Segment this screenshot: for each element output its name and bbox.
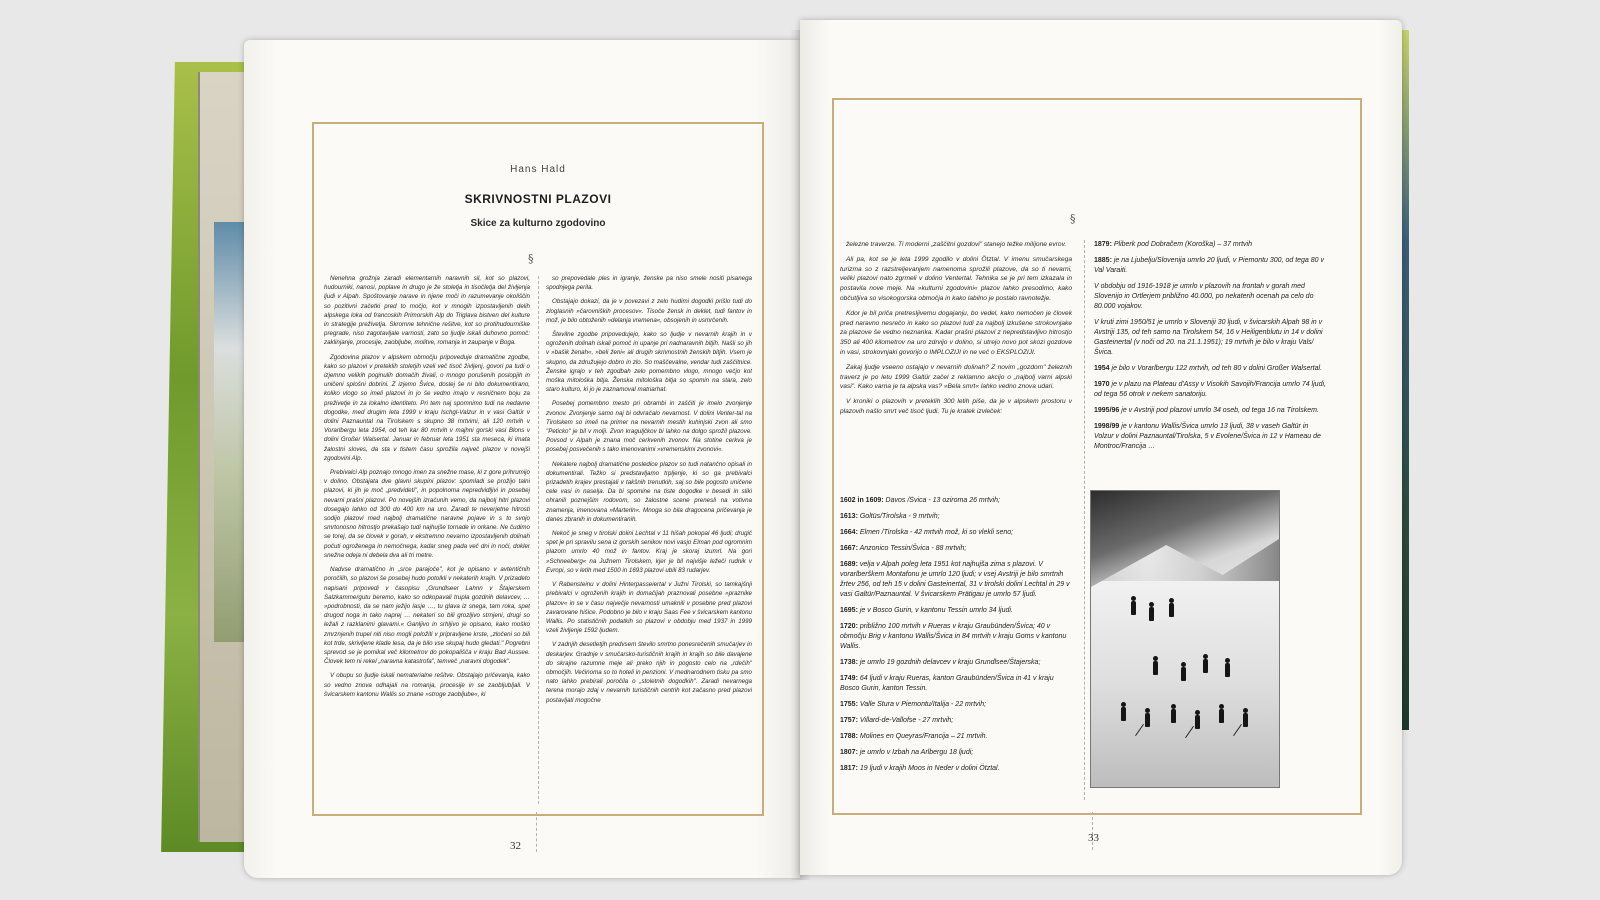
paragraph: Posebej pomembno mesto pri obrambi in zaščiti je imelo zvonjenje zvonov. Zvonjenje samo naj bi odvračalo nevarnost. V dolini Venter-tal na Tirolskem so imeli na primer na nevarnih mestih kuhinjski zvon ali smo "Peticko" je bil v molji. Zvon kraguljčkov bi lahko na dolgo sprožil plazove. Povsod v Alpah je znana moč cerkvenih zvonov. Na stotine cerkva je posebej posvečenih s tako imenovanimi »vremenskimi zvonovi«. <box>546 400 752 454</box>
article-subtitle: Skice za kulturno zgodovino <box>470 218 606 229</box>
chronicle-entry: 1970 je v plazu na Plateau d'Assy v Visokih Savojih/Francija umrlo 74 ljudi, od tega 56 otrok v nekem sanatoriju. <box>1094 381 1326 398</box>
chronicle-entry: 1879: Pliberk pod Dobračem (Koroška) – 37 mrtvih <box>1094 241 1252 248</box>
avalanche-rescue-photo <box>1090 490 1280 788</box>
paragraph: Prebivalci Alp poznajo mnogo imen za snežne mase, ki z gore prihrumijo v dolino. Obstajata dve glavni skupini plazov: spomladi se prožijo talni plazovi, ki jih je moč „predvideti", in popolnoma nepredvidljivi in posebej nevarni prašni plazovi. Po novejših izračunih vemo, da najbolj hitri plazovi dosegajo lahko od 300 do 400 km na uro. Zaradi te neverjetne hitrosti sodijo plazovi med najbolj dramatične naravne pojave in s to svojo smrtonosno hitrostjo prekašajo tudi najhujše tornade in orkane. Ne čudimo se torej, da se človek v gorah, v ekstremno nevarno izpostavljenih dolinah počuti ogroženega in nemočnega, kadar sneg pada več dni in noči, dokler snežna odeja ni debela dva ali tri metre. <box>324 469 530 559</box>
article-column-1 <box>324 274 530 810</box>
chronicle-entry: 1602 in 1609: Davos /Švica - 13 oziroma 26 mrtvih; <box>840 497 1000 504</box>
chronicle-entry: 1788: Molines en Queyras/Francija – 21 mrtvih. <box>840 733 988 740</box>
chronicle-entry: 1664: Elmen /Tirolska - 42 mrtvih mož, ki so vlekli seno; <box>840 529 1014 536</box>
left-page-frame <box>312 122 764 816</box>
chronicle-entry: 1755: Valle Stura v Piemontu/Italija - 22 mrtvih; <box>840 701 987 708</box>
chronicle-entry: 1998/99 je v kantonu Wallis/Švica umrlo 13 ljudi, 38 v vaseh Galtür in Volzur v dolini Paznauntal/Tirolska, 5 v Evolene/Švica in 12 v Hameau de Montroc/Francija … <box>1094 423 1321 450</box>
column-divider <box>538 276 539 804</box>
chronicle-entry: 1667: Anzonico Tessin/Švica - 88 mrtvih; <box>840 545 967 552</box>
paragraph: V kroniki o plazovih v preteklih 300 letih piše, da je v alpskem prostoru v plazovih našlo smrt več tisoč ljudi. Tu je kratek izvleček: <box>840 398 1072 415</box>
paragraph: Obstajajo dokazi, da je v povezavi z zelo hudimi dogodki prišlo tudi do zloglasnih »čarovniških procesov«. Tisoče žensk in deklet, tudi fantov in mož, je bilo obtoženih »delanja vremena«, obsojenih in usmrčenih. <box>546 298 752 324</box>
article-column-2 <box>546 274 752 810</box>
article-title: SKRIVNOSTNI PLAZOVI <box>464 192 612 206</box>
paragraph: V Rabensteinu v dolini Hinterpasseiertal v Južni Tirolski, so tamkajšnji prebivalci v ogroženih krajih in domačijah praznovali posebne »praznike plazov« in se v času največje nevarnosti umaknili v posebne pred plazovi zavarovane hišice. Podobno je bilo v kraju Saas Fee v švicarskem kantonu Wallis. Po statističnih podatkih so plazovi v obdobju med 1937 in 1999 vzeli življenje 1592 ljudem. <box>546 581 752 635</box>
paragraph: Nekoč je sneg v tirolski dolini Lechtal v 11 hišah pokopal 46 ljudi; drugič spet je pri spravilu sena iz gorskih senikov novi vasjo Elman pod ogromnim plazom umrlo 40 mož in fantov. Kraj je skoraj izumrl. Na gori »Schneeberg« na Južnem Tirolskem, kjer je bil najvišje ležeči rudnik v Evropi, so v letih med 1500 in 1693 plazovi ubili 83 rudarjev. <box>546 530 752 574</box>
chronicle-entry: V kruti zimi 1950/51 je umrlo v Sloveniji 30 ljudi, v švicarskih Alpah 98 in v Avstriji 135, od teh samo na Tirolskem 54, 16 v Heiligenblutu in 14 v dolini Gasteinertal (v noči od 20. na 21.1.1951); 19 mrtvih je bilo v kraju Vals/Švica. <box>1094 319 1323 356</box>
chronicle-entry: 1749: 64 ljudi v kraju Rueras, kanton Graubünden/Švica in 41 v kraju Bosco Gurin, kanton Tessin. <box>840 675 1054 692</box>
paragraph: Nenehna grožnja zaradi elementarnih naravnih sil, kot so plazovi, hudourniki, nanosi, poplave in drugo je že stoletja in tisočletja del življenja ljudi v Alpah. Spoštovanje narave in njene moči in razumevanje okoliščin so pozitivni začetki pred to močjo, kot v mnogih izpostavljenih delih alpskega loka od francoskih Primorskih Alp do Triglava bistven del kulture in strategije preživetja. Skromne tehnične rešitve, kot so protihudourniške pregrade, niso zagotavljale varnosti, zato so ljudje iskali duhovno pomoč: zaklinjanje, procesije, zaobljube, molitve, romanja in zaupanje v Boga. <box>324 275 530 347</box>
chronicle-entry: 1995/96 je v Avstriji pod plazovi umrlo 34 oseb, od tega 16 na Tirolskem. <box>1094 407 1319 414</box>
chronicle-entry: 1689: velja v Alpah poleg leta 1951 kot najhujša zima s plazovi. V vorarlberškem Montafonu je umrlo 120 ljudi; v vsej Avstriji je bilo smrtnih žrtev 256, od teh 15 v dolini Gasteinertal, 31 v tirolski dolini Lechtal in 29 v vasi Galtür/Paznauntal. V švicarskem Prätigau je umrlo 57 ljudi. <box>840 561 1070 598</box>
chronicle-entry: 1738: je umrlo 19 gozdnih delavcev v kraju Grundlsee/Štajerska; <box>840 659 1041 666</box>
column-divider <box>1084 240 1085 800</box>
paragraph: Ali pa, kot se je leta 1999 zgodilo v dolini Ötztal. V imenu smučarskega turizma so z razstreljevanjem namenoma sprožili plazove, da so ti nevarni, veliki plazovi nato zgrmeli v dolino Ventertal. Tehnika se je pri tem izkazala in postavila nove meje. Na »kulturni zgodovini« plazov lahko presodimo, kako občutljiva so visokogorska območja in kako labilno je postalo ravnotežje. <box>840 255 1072 302</box>
paragraph: železne traverze. Ti moderni „zaščitni gozdovi" stanejo težke milijone evrov. <box>846 241 1067 248</box>
chronicle-entry: 1885: je na Ljubelju/Slovenija umrlo 20 ljudi, v Piemontu 300, od tega 80 v Val Varaiti. <box>1094 257 1324 274</box>
paragraph: Zakaj ljudje vseeno ostajajo v nevarnih dolinah? Z novim „gozdom" železnih traverz je po letu 1999 Galtür začel z reklamno akcijo o „najbolj varni alpski vasi". Kako varna je ta alpska vas? »Bela smrt« lahko vedno znova udari. <box>840 363 1072 391</box>
paragraph: Nadvse dramatično in „srce parajoče", kot je opisano v avtentičnih poročilih, so plazovi še posebej hudo potolkli v nekaterih krajih. V prizadeto napisani pripovedi v časopisu „Grundlseer Lahnn v Štajerskem Salzkammergutu beremo, kako so odkopavali trupla gozdnih delavcev, … »podrobnosti, da se nam ježijo lasje …, tu glava iz snega, tam roka, spet drugod noga in tako naprej … nekateri so bili grozljivo strnjeni, drugi so ležali z razklanimi glavami.« Ganljivo in srhljivo je opisano, kako moško zmrznjenih trupel niti niso mogli položiti v pripravljene krste, „zločeni so bili kot trde, skrivljene klade lesa, da je bilo vse skupaj hudo gledati." Pogrebni sprevod se je pomikal več kilometrov do pokopališča v kraju Bad Aussee. Človek tem ni rekel „naravna katastrofa", temveč „naravni dogodek". <box>324 566 530 666</box>
article-author: Hans Hald <box>510 164 566 175</box>
paragraph: Nekatere najbolj dramatične posledice plazov so tudi natančno opisali in dokumentirali. Težko si predstavljamo trpljenje, ki so ga prebivalci prizadetih krajev prestajali v takšnih trenutkih, saj so bile pogosto uničene cele vasi in naselja. Da bi spomine na tiste dogodke v besedi in sliki ohranili poznejšim rodovom, so žalostne scene prenesli na votivna znamenja, imenovana »Marterln«. Mnoga so bila dragocena pričevanja je danes zbranih in dokumentiranih. <box>546 460 752 523</box>
footer-divider <box>536 812 537 852</box>
chronicle-intro-column <box>840 240 1072 490</box>
chronicle-entry: 1757: Villard-de-Vallofse - 27 mrtvih; <box>840 717 954 724</box>
left-page <box>244 40 800 878</box>
chronicle-entry: 1817: 19 ljudi v krajih Moos in Neder v dolini Ötztal. <box>840 765 1000 772</box>
paragraph: V obupu so ljudje iskali nematerialne rešitve. Obstajajo pričevanja, kako so vedno znova odhajali na romanja, procesije in se zaobljubljali. V švicarskem kantonu Wallis so znane »stroge zaobljube«, ki <box>324 672 530 698</box>
paragraph: V zadnjih desetletjih predvsem število smrtno ponesrečenih smučarjev in deskarjev. Gradnje v smučarsko-turističnih krajih in krajih so bile davajene do skrajne razumne meje ali preko njih in pogosto celo na „rdečih" območjih. Večinoma so to hoteli in penzioni. V mednarodnem tisku pa smo nato lahko prebirali poročila o „stoletnih dogodkih". Zaradi nevarnega terena morajo zdaj v nevarnih turističnih centrih kot začasno pred plazovi postavljati mogočne <box>546 641 752 704</box>
chronicle-entry: 1720: približno 100 mrtvih v Rueras v kraju Graubünden/Švica; 40 v območju Brig v kantonu Wallis/Švica in 84 mrtvih v kraju Goms v kantonu Wallis. <box>840 623 1067 650</box>
ornament-glyph: § <box>1070 212 1076 225</box>
chronicle-entry: 1954 je bilo v Vorarlbergu 122 mrtvih, od teh 80 v dolini Großer Walsertal. <box>1094 365 1323 372</box>
ornament-glyph: § <box>528 252 534 265</box>
paragraph: Številne zgodbe pripovedujejo, kako so ljudje v nevarnih krajih in v ogroženih dolinah iskali pomoč in upanje pri nadnaravnih bitjih. Našli so jih v »bašik ženah«, »beli ženi« ali drugih skrivnostnih ženskih bitjih. Vsem je skupno, da združujejo dobro in zlo. So maščevalne, vendar tudi zaščitnice. Ženske igrajo v teh zgodbah zelo pomembno vlogo, mnogo večjo kot moška mitološka bitja. Ženska mitološka bitja so spomin na stara, zelo staro kulturo, ki jo je zaznamoval matriarhat. <box>546 331 752 394</box>
chronicle-entry: 1695: je v Bosco Gurin, v kantonu Tessin umrlo 34 ljudi. <box>840 607 1013 614</box>
page-number-right: 33 <box>1088 832 1099 844</box>
chronicle-list-a <box>840 496 1072 796</box>
page-number-left: 32 <box>510 840 521 852</box>
paragraph: so prepovedale ples in igranje, ženske pa niso smele nositi pisanega spodnjega perila. <box>546 275 752 292</box>
footer-divider <box>1092 812 1093 850</box>
chronicle-entry: 1807: je umrlo v Izbah na Arlbergu 18 ljudi; <box>840 749 974 756</box>
right-page <box>800 20 1402 875</box>
paragraph: Zgodovina plazov v alpskem območju pripoveduje dramatične zgodbe, kako so plazovi v preteklih stoletjih vzeli več tisoč življenj, govori pa tudi o izjemno velikih poginulih domačih živali, o mnogo porušenih poslopjih in uničeni splošni dobrini. Z izjemo Švice, doslej še ni bilo dokumentirano, koliko vlogo so imeli plazovi in jo še vedno imajo v resničnem boju za preživetje in za lokalno identiteto. Pri tem naj spomnimo tudi na nedavne dogodke, med drugim leta 1999 v kraju Ischgl-Valzur in v vasi Galtür v dolini Paznauntal na Tirolskem s skupno 38 mrtvimi, ali 120 mrtvih v Vorarlbergu leta 1954, od teh kar 80 mrtvih v majhni gorski vasi Blons v dolini Großer Walsertal. Januar in februar leta 1951 sta meseca, ki imata žalostni sloves, da sta v tistem času sprožila največ plazov v novejši zgodovini Alp. <box>324 353 530 462</box>
chronicle-entry: 1613: Goltüs/Tirolska - 9 mrtvih; <box>840 513 940 520</box>
chronicle-entry: V obdobju od 1916-1918 je umrlo v plazovih na frontah v gorah med Slovenijo in Ortlerjem približno 40.000, po nekaterih ocenah pa celo do 80.000 vojakov. <box>1094 283 1314 310</box>
paragraph: Kdor je bil priča pretresljivemu dogajanju, bo vedel, kako nemočen je človek pred naravno nesrečo in kako so plazovi tudi za najbolj izkušene strokovnjake za plazove še vedno neznanka. Kadar prašni plazovi z nepredstavljivo hitrostjo 350 ali 400 kilometrov na uro zdrvijo v dolino, si utrejo novo pot skozi gozdove in vasi, strokovnjaki govorijo o IMPLOZIJI in ne več o EKSPLOZIJI. <box>840 309 1072 356</box>
